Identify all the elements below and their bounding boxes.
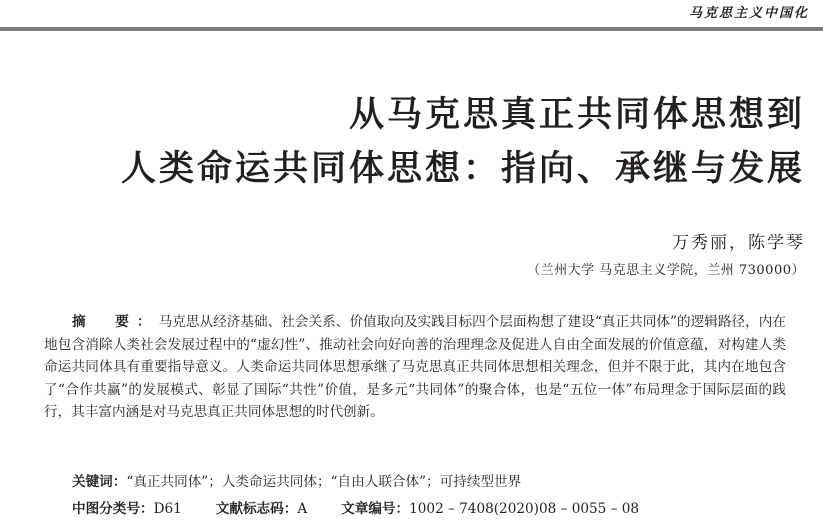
- running-head: 马克思主义中国化: [688, 6, 809, 21]
- keywords-text: “真正共同体”；人类命运共同体；“自由人联合体”；可持续型世界: [126, 474, 522, 490]
- affiliation: （兰州大学 马克思主义学院，兰州 730000）: [527, 263, 805, 278]
- title-line-1: 从马克思真正共同体思想到: [348, 95, 805, 135]
- clc-label: 中图分类号：: [72, 501, 154, 517]
- article-number-label: 文章编号：: [341, 501, 410, 517]
- header-rule: [0, 27, 823, 31]
- classification-line: [72, 497, 639, 517]
- doc-code-value: A: [297, 501, 308, 517]
- authors: 万秀丽，陈学琴: [672, 233, 805, 253]
- clc-value: D61: [153, 501, 182, 517]
- article-number-value: 1002 – 7408(2020)08 – 0055 – 08: [409, 501, 640, 517]
- keywords: [72, 470, 521, 490]
- article-title: [5, 88, 805, 196]
- abstract: [44, 311, 786, 424]
- doc-code-label: 文献标志码：: [215, 501, 298, 517]
- title-line-2: 人类命运共同体思想：指向、承继与发展: [120, 149, 805, 189]
- abstract-text: 马克思从经济基础、社会关系、价值取向及实践目标四个层面构想了建设“真正共同体”的逻辑路径，内在地包含消除人类社会发展过程中的“虚幻性”、推动社会向好向善的治理理念及促进人自由全面发展的价值意蕴，对构建人类命运共同体具有重要指导意义。人类命运共同体思想承继了马克思真正共同体思想相关理念，但并不限于此，其内在地包含了“合作共赢”的发展模式、彰显了国际“共性”价值，是多元“共同体”的聚合体，也是“五位一体”布局理念于国际层面的践行，其丰富内涵是对马克思真正共同体思想的时代创新。: [44, 314, 786, 420]
- abstract-label: 摘 要：: [72, 314, 159, 330]
- keywords-label: 关键词：: [72, 474, 127, 490]
